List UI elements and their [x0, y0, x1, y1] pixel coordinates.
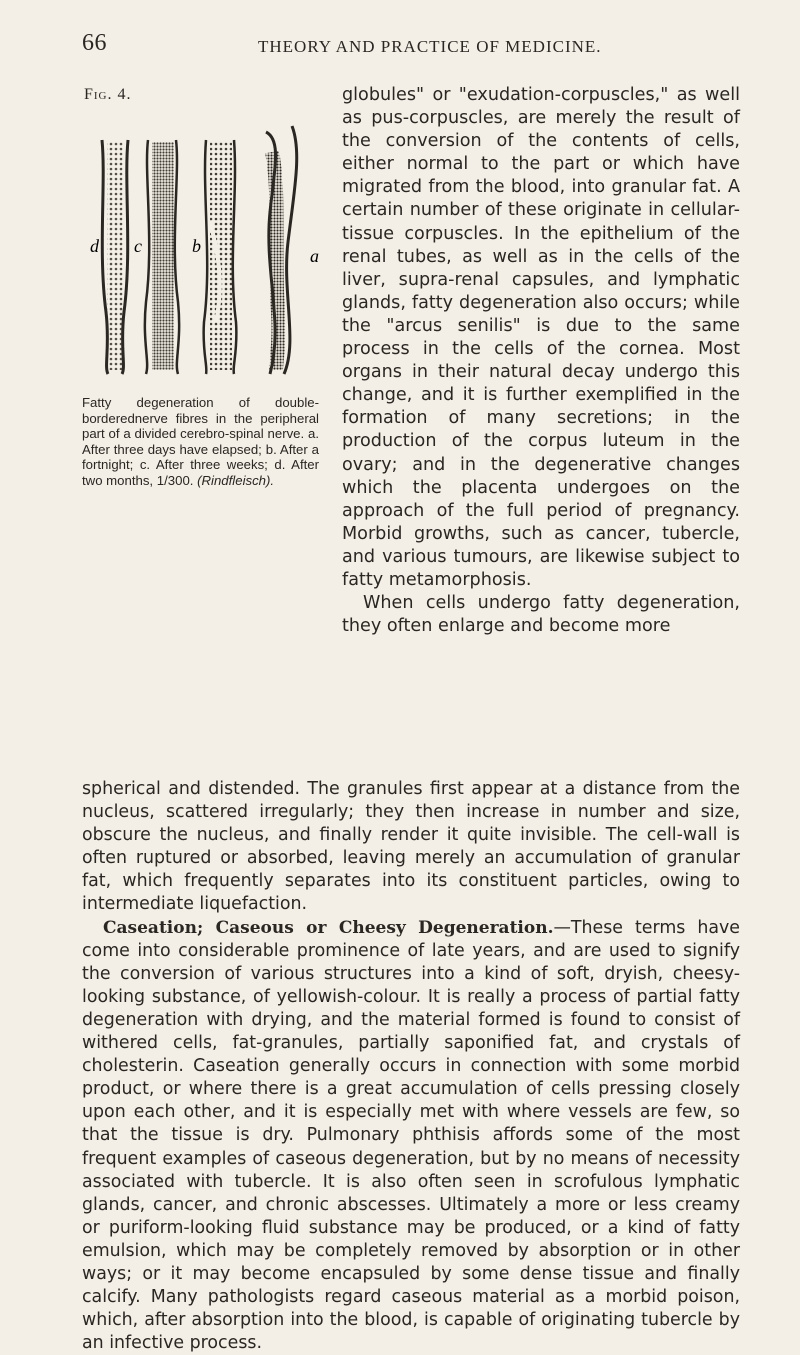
label-d: d: [90, 236, 99, 256]
right-column-text: [342, 84, 740, 638]
section-text-caseation: —These terms have come into considerable prominence of late years, and are used to signify the conversion of various structures into a kind of soft, dryish, cheesy-looking substance, of yellowish-colour. It is really a process of partial fatty degeneration with drying, and the material formed is found to consist of withered cells, fat-granules, partially saponified fat, and crystals of cholesterin. Caseation generally occurs in connection with some morbid product, or where there is a great accumulation of cells pressing closely upon each other, and it is especially met with where vessels are few, so that the tissue is dry. Pulmonary phthisis affords some of the most frequent examples of caseous degeneration, but by no means of necessity associated with tubercle. It is also often seen in scrofulous lymphatic glands, cancer, and chronic abscesses. Ultimately a more or less creamy or puriform-looking fluid substance may be produced, or a kind of fatty emulsion, which may be completely removed by absorption or in other ways; or it may become encapsuled by some dense tissue and finally calcify. Many pathologists regard caseous material as a morbid poison, which, after absorption into the blood, is capable of originating tubercle by an infective process.: [82, 917, 740, 1354]
running-title: THEORY AND PRACTICE OF MEDICINE.: [258, 37, 602, 56]
fibre-b: [204, 140, 237, 374]
label-a: a: [310, 246, 319, 266]
section-heading-caseation: Caseation; Caseous or Cheesy Degeneration.: [103, 917, 554, 938]
label-b: b: [192, 236, 201, 256]
figure-caption: [82, 395, 319, 489]
caption-scale: 1/300.: [156, 472, 194, 488]
figure-label: Fig. 4.: [84, 86, 132, 103]
caption-source: (Rindfleisch).: [197, 472, 275, 488]
caption-text: Fatty degeneration of double-borderednerve fibres in the peripheral part of a divided cerebro-spinal nerve. a. After three days have elapsed; b. After a fortnight; c. After three weeks; d. After two months,: [82, 395, 319, 488]
page-number: 66: [82, 30, 107, 56]
fibre-a: [266, 126, 297, 374]
fibre-c: [145, 140, 179, 374]
paragraph-fatty-metamorphosis: globules" or "exudation-corpuscles," as well as pus-corpuscles, are merely the result of the conversion of the contents of cells, either normal to the part or which have migrated from the blood, into granular fat. A certain number of these originate in cellular-tissue corpuscles. In the epithelium of the renal tubes, as well as in the cells of the liver, supra-renal capsules, and lymphatic glands, fatty degeneration also occurs; while the "arcus senilis" is due to the same process in the cells of the cornea. Most organs in their natural decay undergo this change, and it is further exemplified in the formation of many secretions; in the production of the corpus luteum in the ovary; and in the degenerative changes which the placenta undergoes on the approach of the full period of pregnancy. Morbid growths, such as cancer, tubercle, and various tumours, are likewise subject to fatty metamorphosis.: [342, 85, 740, 590]
nerve-fibre-illustration: [84, 112, 332, 376]
full-width-text: [82, 778, 740, 1355]
paragraph-caseation: [82, 917, 740, 1355]
paragraph-cells-fatty-cont: spherical and distended. The granules first appear at a distance from the nucleus, scattered irregularly; they then increase in number and size, obscure the nucleus, and finally render it quite invisible. The cell-wall is often ruptured or absorbed, leaving merely an accumulation of granular fat, which frequently separates into its constituent particles, owing to intermediate liquefaction.: [82, 779, 740, 915]
paragraph-cells-fatty-start: When cells undergo fatty degeneration, they often enlarge and become more: [342, 593, 740, 637]
label-c: c: [134, 236, 142, 256]
fibre-d: [102, 140, 128, 374]
